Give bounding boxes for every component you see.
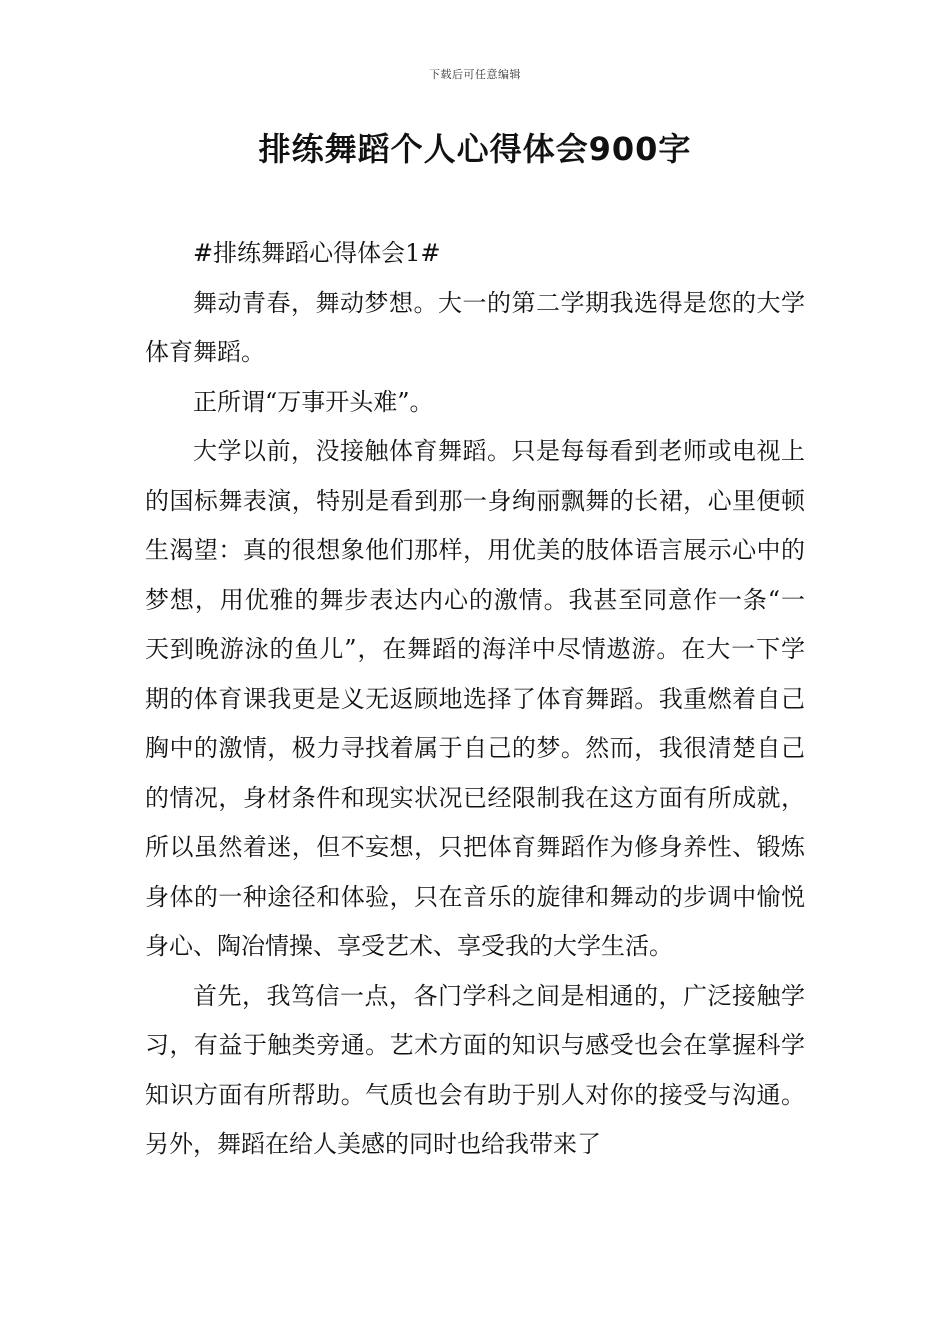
document-body (145, 229, 805, 1170)
paragraph-quote: 正所谓“万事开头难”。 (193, 387, 434, 416)
paragraph-main: 大学以前，没接触体育舞蹈。只是每每看到老师或电视上的国标舞表演，特别是看到那一身绚丽飘舞的长裙，心里便顿生渴望：真的很想象他们那样，用优美的肢体语言展示心中的梦想，用优雅的舞步表达内心的激情。我甚至同意作一条“一天到晚游泳的鱼儿”，在舞蹈的海洋中尽情遨游。在大一下学期的体育课我更是义无返顾地选择了体育舞蹈。我重燃着自己胸中的激情，极力寻找着属于自己的梦。然而，我很清楚自己的情况，身材条件和现实状况已经限制我在这方面有所成就，所以虽然着迷，但不妄想，只把体育舞蹈作为修身养性、锻炼身体的一种途径和体验，只在音乐的旋律和舞动的步调中愉悦身心、陶冶情操、享受艺术、享受我的大学生活。 (145, 437, 805, 960)
document-title: 排练舞蹈个人心得体会900字 (258, 130, 692, 168)
header-note: 下载后可任意编辑 (429, 68, 521, 81)
section-heading: #排练舞蹈心得体会1# (193, 239, 441, 267)
paragraph-first-point: 首先，我笃信一点，各门学科之间是相通的，广泛接触学习，有益于触类旁通。艺术方面的知识与感受也会在掌握科学知识方面有所帮助。气质也会有助于别人对你的接受与沟通。另外，舞蹈在给人美感的同时也给我带来了 (145, 981, 805, 1158)
paragraph-intro: 舞动青春，舞动梦想。大一的第二学期我选得是您的大学体育舞蹈。 (145, 288, 805, 366)
